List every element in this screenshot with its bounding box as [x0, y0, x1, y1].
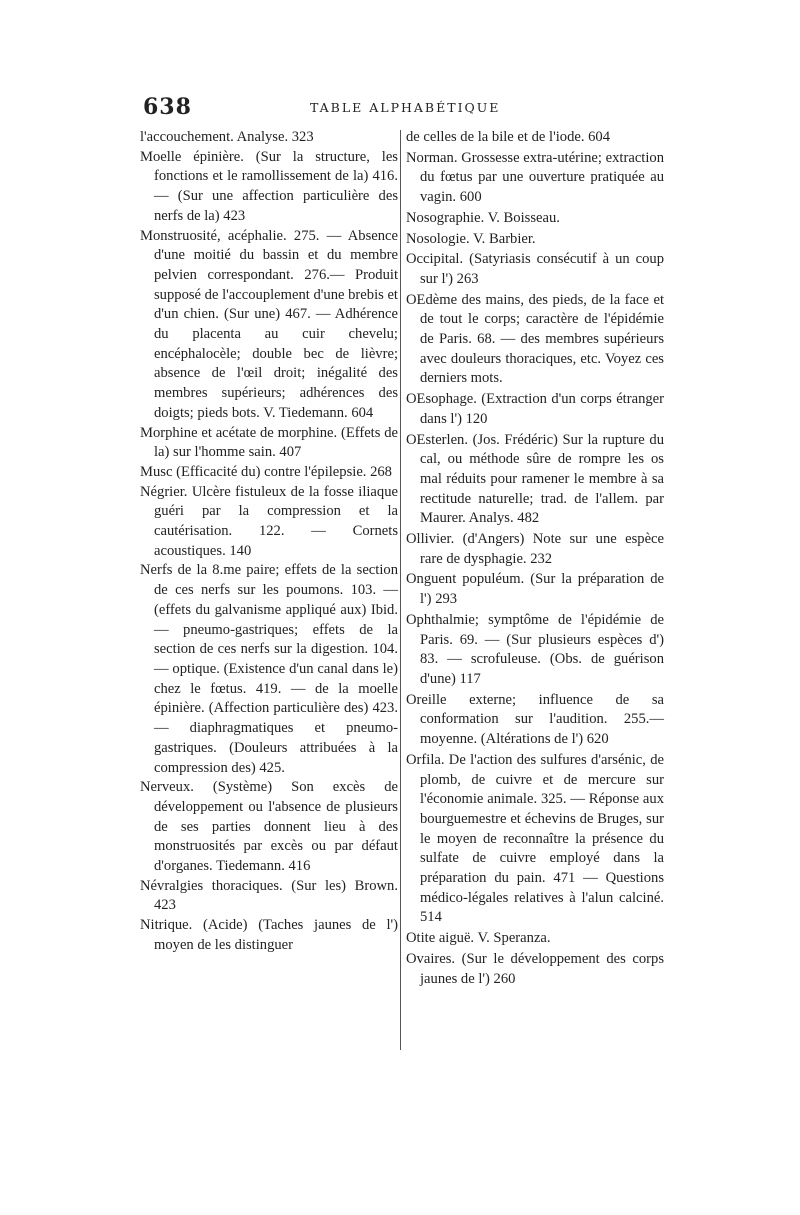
- index-entry: Morphine et acétate de morphine. (Effets de la) sur l'homme sain. 407: [140, 424, 398, 461]
- index-entry: Nosologie. V. Barbier.: [406, 230, 536, 247]
- index-entry: Nosographie. V. Boisseau.: [406, 209, 560, 226]
- index-entry: Ollivier. (d'Angers) Note sur une espèce rare de dysphagie. 232: [406, 531, 664, 567]
- index-entry: Onguent populéum. (Sur la préparation de l') 293: [406, 571, 664, 608]
- index-entry: Ovaires. (Sur le développement des corps jaunes de l') 260: [406, 950, 664, 987]
- index-column-left: [140, 128, 398, 956]
- index-entry: Nerveux. (Système) Son excès de développement ou l'absence de plusieurs de ses parties donnent lieu à des monstruosités par excès ou par défaut d'organes. Tiedemann. 416: [140, 779, 398, 875]
- index-entry: de celles de la bile et de l'iode. 604: [406, 129, 611, 145]
- index-entry: l'accouchement. Analyse. 323: [140, 129, 314, 145]
- index-entry: Norman. Grossesse extra-utérine; extraction du fœtus par une ouverture pratiquée au vagin. 600: [406, 149, 664, 206]
- index-entry: Négrier. Ulcère fistuleux de la fosse iliaque guéri par la compression et la cautérisation. 122. — Cornets acoustiques. 140: [140, 483, 398, 559]
- running-head: TABLE ALPHABÉTIQUE: [310, 100, 501, 115]
- index-entry: OEsterlen. (Jos. Frédéric) Sur la rupture du cal, ou méthode sûre de rompre les os mal réduits pour ramener le membre à sa rectitude naturelle; trad. de l'allem. par Maurer. Analys. 482: [406, 431, 664, 527]
- index-entry: OEsophage. (Extraction d'un corps étranger dans l') 120: [406, 391, 664, 427]
- page-number: 638: [143, 94, 192, 120]
- index-entry: Oreille externe; influence de sa conformation sur l'audition. 255.—moyenne. (Altérations de l') 620: [406, 691, 664, 748]
- index-entry: Orfila. De l'action des sulfures d'arsénic, de plomb, de cuivre et de mercure sur l'économie animale. 325. — Réponse aux bourguemestre et échevins de Bruges, sur le moyen de reconnaître la présence du sulfate de cuivre employé dans la préparation du pain. 471 — Questions médico-légales relatives à l'alun calciné. 514: [406, 751, 664, 926]
- index-column-right: [406, 128, 664, 990]
- index-entry: Moelle épinière. (Sur la structure, les fonctions et le ramollissement de la) 416. — (Sur une affection particulière des nerfs de la) 423: [140, 148, 398, 224]
- index-entry: Nitrique. (Acide) (Taches jaunes de l') moyen de les distinguer: [140, 917, 398, 953]
- index-entry: Ophthalmie; symptôme de l'épidémie de Paris. 69. — (Sur plusieurs espèces d') 83. — scrofuleuse. (Obs. de guérison d'une) 117: [406, 611, 664, 687]
- index-entry: Névralgies thoraciques. (Sur les) Brown. 423: [140, 877, 398, 914]
- index-entry: Musc (Efficacité du) contre l'épilepsie. 268: [140, 463, 392, 480]
- index-entry: Monstruosité, acéphalie. 275. — Absence d'une moitié du bassin et du membre pelvien correspondant. 276.— Produit supposé de l'accouplement d'une brebis et d'un chien. (Sur une) 467. — Adhérence du placenta au cuir chevelu; encéphalocèle; double bec de lièvre; absence de l'œil droit; inégalité des membres supérieurs; adhérences des doigts; pieds bots. V. Tiedemann. 604: [140, 227, 398, 421]
- index-entry: OEdème des mains, des pieds, de la face et de tout le corps; caractère de l'épidémie de Paris. 68. — des membres supérieurs avec douleurs thoraciques, etc. Voyez ces derniers mots.: [406, 291, 664, 387]
- index-entry: Occipital. (Satyriasis consécutif à un coup sur l') 263: [406, 251, 664, 287]
- index-entry: Otite aiguë. V. Speranza.: [406, 930, 551, 947]
- index-entry: Nerfs de la 8.me paire; effets de la section de ces nerfs sur les poumons. 103. — (effets du galvanisme appliqué aux) Ibid. — pneumo-gastriques; effets de la section de ces nerfs sur la digestion. 104. — optique. (Existence d'un canal dans le) chez le fœtus. 419. — de la moelle épinière. (Affection particulière des) 423. — diaphragmatiques et pneumo-gastriques. (Douleurs attribuées à la compression des) 425.: [140, 562, 398, 776]
- column-divider: [400, 130, 401, 1050]
